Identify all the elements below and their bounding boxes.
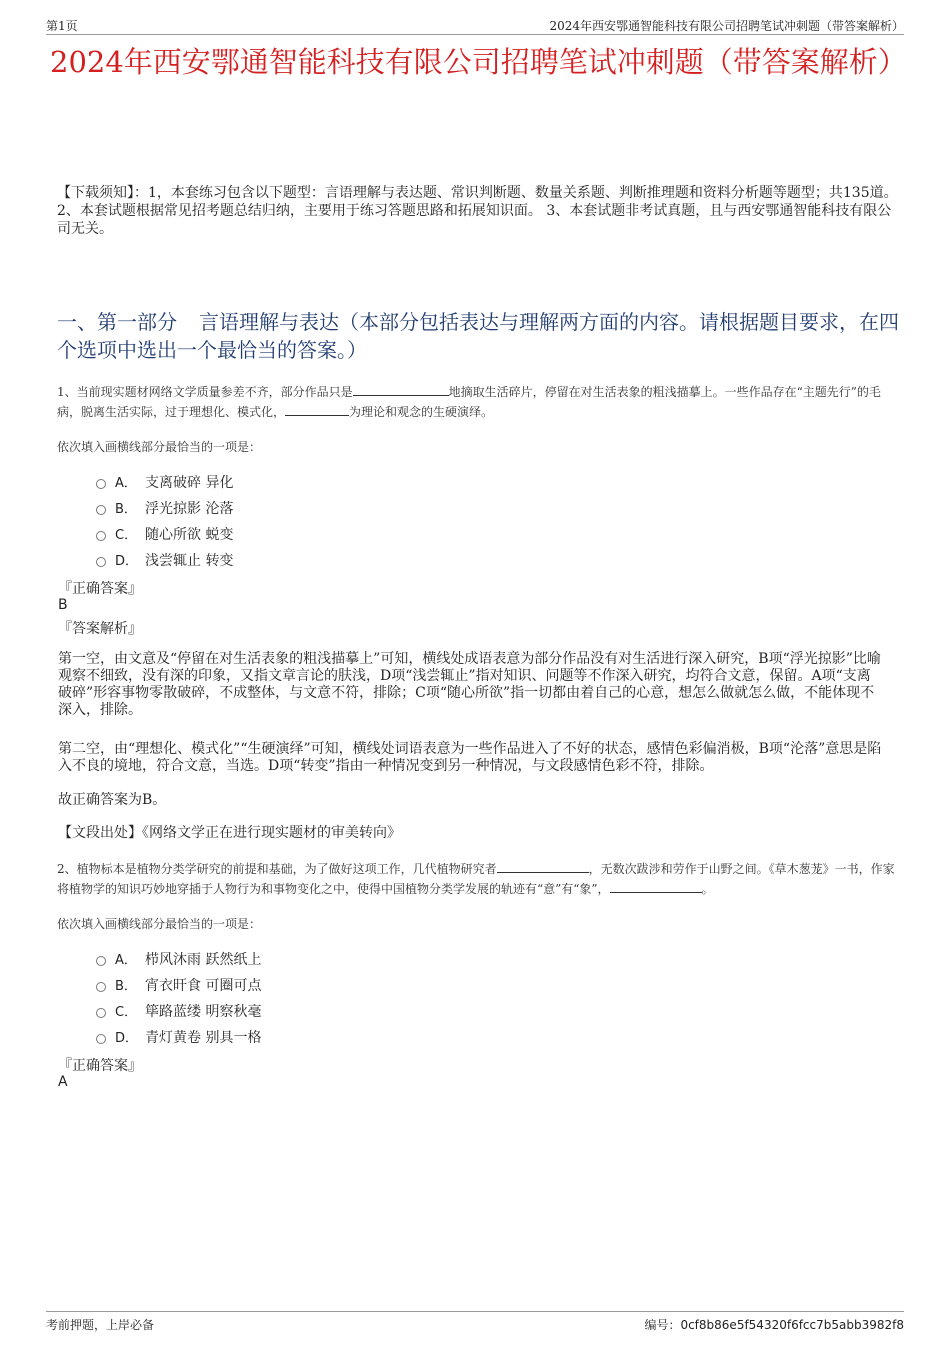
option-text: 栉风沐雨 跃然纸上 <box>145 952 262 968</box>
question-1-blank-2 <box>285 403 349 416</box>
question-2-blank-1 <box>497 860 589 873</box>
question-1-text <box>57 382 899 422</box>
page-header <box>46 14 904 35</box>
question-2-text <box>57 859 899 899</box>
document-title: 2024年西安鄂通智能科技有限公司招聘笔试冲刺题（带答案解析） <box>50 45 907 79</box>
option-letter: B． <box>115 502 137 517</box>
option-letter: A． <box>115 476 137 491</box>
option-text: 支离破碎 异化 <box>145 475 234 491</box>
section-heading-text: 言语理解与表达（本部分包括表达与理解两方面的内容。请根据题目要求，在四个选项中选出一个最恰当的答案。） <box>57 310 899 362</box>
download-notice: 【下载须知】：1，本套练习包含以下题型：言语理解与表达题、常识判断题、数量关系题、判断推理题和资料分析题等题型；共135道。 2、本套试题根据常见招考题总结归纳，主要用于练习答题思路和拓展知识面。 3、本套试题非考试真题，且与西安鄂通智能科技有限公司无关。 <box>57 185 898 237</box>
question-1-option-d[interactable] <box>96 550 233 570</box>
radio-icon[interactable] <box>96 505 106 515</box>
radio-icon[interactable] <box>96 1008 106 1018</box>
option-text: 筚路蓝缕 明察秋毫 <box>145 1004 262 1020</box>
option-letter: D． <box>115 1031 139 1046</box>
question-2-blank-2 <box>610 880 702 893</box>
question-1-text-part-c: 为理论和观念的生硬演绎。 <box>349 405 494 419</box>
section-part: 一、第一部分 <box>57 310 177 334</box>
question-1-option-b[interactable] <box>96 498 233 518</box>
question-1-text-part-a: 1、当前现实题材网络文学质量参差不齐，部分作品只是 <box>57 385 353 399</box>
question-1-text-part-b: 地摘取生活碎片，停留在对生活表象的粗浅描摹上。一些作品存在“主题先行”的毛病，脱离生活实际，过于理想化、模式化， <box>57 385 881 419</box>
page-footer <box>46 1311 904 1334</box>
question-1-source: 【文段出处】《网络文学正在进行现实题材的审美转向》 <box>58 825 401 841</box>
radio-icon[interactable] <box>96 557 106 567</box>
footer-slogan: 考前押题，上岸必备 <box>46 1318 155 1332</box>
radio-icon[interactable] <box>96 1034 106 1044</box>
option-text: 随心所欲 蜕变 <box>145 527 234 543</box>
radio-icon[interactable] <box>96 479 106 489</box>
question-2-prompt: 依次填入画横线部分最恰当的一项是： <box>57 917 262 931</box>
option-text: 浅尝辄止 转变 <box>145 553 234 569</box>
question-1-prompt: 依次填入画横线部分最恰当的一项是： <box>57 440 262 454</box>
footer-code <box>644 1316 904 1333</box>
option-text: 浮光掠影 沦落 <box>145 501 234 517</box>
question-2-answer-label: 『正确答案』 <box>58 1058 142 1074</box>
radio-icon[interactable] <box>96 956 106 966</box>
option-letter: C． <box>115 1005 138 1020</box>
question-1-analysis-para-1: 第一空，由文意及“停留在对生活表象的粗浅描摹上”可知，横线处成语表意为部分作品没有对生活进行深入研究，B项“浮光掠影”比喻观察不细致，没有深的印象，又指文章言论的肤浅，D项“浅尝辄止”指对知识、问题等不作深入研究，均符合文意，保留。A项“支离破碎”形容事物零散破碎，不成整体，与文意不符，排除；C项“随心所欲”指一切都由着自己的心意，想怎么做就怎么做，不能体现不深入，排除。 <box>58 651 881 718</box>
question-2-option-b[interactable] <box>96 975 261 995</box>
footer-code-value: 0cf8b86e5f54320f6fcc7b5abb3982f8 <box>680 1318 904 1332</box>
question-1-blank-1 <box>353 383 449 396</box>
option-text: 青灯黄卷 别具一格 <box>145 1030 262 1046</box>
question-1-analysis-conclusion: 故正确答案为B。 <box>58 792 167 808</box>
footer-code-label: 编号： <box>644 1318 681 1332</box>
radio-icon[interactable] <box>96 531 106 541</box>
question-2-answer: A <box>58 1074 68 1090</box>
question-1-option-c[interactable] <box>96 524 233 544</box>
question-2-text-part-c: 。 <box>701 882 714 896</box>
option-letter: C． <box>115 528 138 543</box>
question-2-option-d[interactable] <box>96 1027 261 1047</box>
page-number: 第1页 <box>46 19 78 33</box>
question-2-text-part-b: ，无数次跋涉和劳作于山野之间。《草木葱茏》一书，作家将植物学的知识巧妙地穿插于人物行为和事物变化之中，使得中国植物分类学发展的轨迹有“意”有“象”， <box>57 862 895 896</box>
question-1-analysis-para-2: 第二空，由“理想化、模式化”“生硬演绎”可知，横线处词语表意为一些作品进入了不好的状态，感情色彩偏消极，B项“沦落”意思是陷入不良的境地，符合文意，当选。D项“转变”指由一种情况变到另一种情况，与文段感情色彩不符，排除。 <box>58 741 882 774</box>
question-1-option-a[interactable] <box>96 472 233 492</box>
question-2-option-a[interactable] <box>96 949 261 969</box>
header-doc-title: 2024年西安鄂通智能科技有限公司招聘笔试冲刺题（带答案解析） <box>549 19 904 33</box>
option-letter: B． <box>115 979 137 994</box>
option-letter: A． <box>115 953 137 968</box>
question-2-option-c[interactable] <box>96 1001 261 1021</box>
question-1-answer: B <box>58 597 68 613</box>
radio-icon[interactable] <box>96 982 106 992</box>
question-1-analysis-label: 『答案解析』 <box>58 621 142 637</box>
option-text: 宵衣旰食 可圈可点 <box>145 978 262 994</box>
question-2-text-part-a: 2、植物标本是植物分类学研究的前提和基础，为了做好这项工作，几代植物研究者 <box>57 862 497 876</box>
question-1-answer-label: 『正确答案』 <box>58 581 142 597</box>
option-letter: D． <box>115 554 139 569</box>
section-heading <box>57 308 899 364</box>
